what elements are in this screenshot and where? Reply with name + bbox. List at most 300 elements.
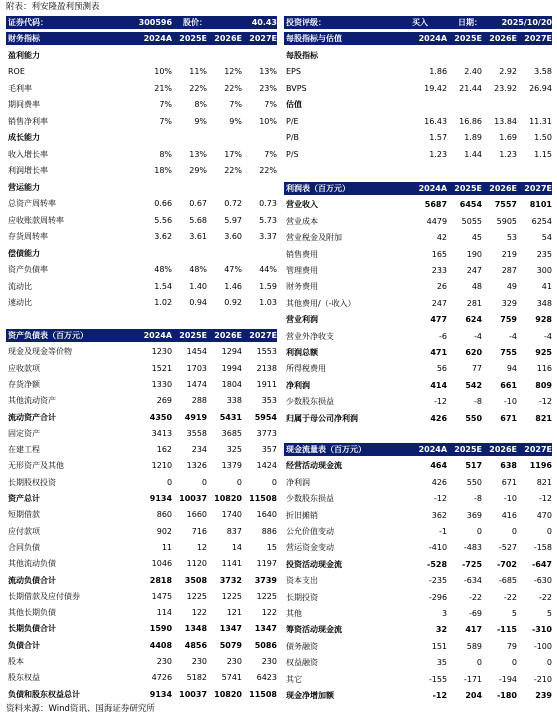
row-value: 0.66 <box>154 199 173 208</box>
table-row <box>6 508 277 521</box>
row-value: 1.46 <box>224 281 242 291</box>
row-value: 362 <box>431 510 448 520</box>
row-value: 1.59 <box>259 281 277 291</box>
row-value: 1590 <box>149 624 173 634</box>
row-label: 无形资产及其他 <box>8 461 64 471</box>
row-value: 121 <box>226 608 242 618</box>
row-label: 应付款项 <box>8 526 40 536</box>
table-row <box>284 509 552 522</box>
table-row <box>6 49 277 62</box>
row-label: 流动资产合计 <box>8 412 56 422</box>
row-value: 230 <box>156 657 173 666</box>
row-value: 325 <box>226 445 242 455</box>
row-value: 1210 <box>151 461 173 471</box>
row-value: 0 <box>476 658 483 668</box>
row-value: -310 <box>531 625 552 635</box>
row-value: 45 <box>471 233 483 243</box>
row-label: 负债和股东权益总计 <box>8 689 80 699</box>
row-value: 1294 <box>221 347 242 357</box>
row-value: 426 <box>431 477 448 487</box>
row-value: 6454 <box>459 200 483 210</box>
row-value: 1.40 <box>189 281 208 291</box>
row-label: 偿债能力 <box>8 248 40 258</box>
table-row <box>284 231 552 244</box>
row-value: 0 <box>271 477 277 487</box>
row-label: 净利润 <box>286 380 310 390</box>
row-value: 0 <box>236 477 242 487</box>
row-value: -702 <box>496 559 517 569</box>
row-value: 165 <box>431 249 448 259</box>
table-row <box>6 230 277 243</box>
row-value: 9% <box>229 116 242 126</box>
row-value: -8 <box>474 397 483 407</box>
row-value: 288 <box>191 396 208 406</box>
row-value: 233 <box>431 266 448 275</box>
row-value: -4 <box>544 331 552 341</box>
row-value: -69 <box>468 609 483 618</box>
row-value: 122 <box>261 608 277 618</box>
row-label: 流动比 <box>8 281 32 291</box>
table-row <box>284 115 552 128</box>
year-header: 2026E <box>489 34 517 43</box>
row-value: 5741 <box>221 673 242 683</box>
row-value: 204 <box>465 691 483 700</box>
row-value: 0 <box>546 527 552 536</box>
row-label: 其他流动资产 <box>8 396 56 406</box>
table-row <box>6 606 277 619</box>
row-value: 7% <box>159 116 173 126</box>
row-value: 3.37 <box>259 232 277 241</box>
row-value: 9% <box>194 116 208 126</box>
row-value: 16.86 <box>459 116 483 126</box>
row-label: 长期负债合计 <box>8 624 56 634</box>
row-value: 9134 <box>149 494 173 503</box>
row-value: 417 <box>465 625 483 635</box>
row-value: 821 <box>535 413 552 423</box>
row-label: 股东权益 <box>8 673 40 683</box>
rating-info-bar <box>284 16 552 29</box>
table-row <box>6 394 277 407</box>
table-row <box>284 623 552 636</box>
table-row <box>284 656 552 669</box>
row-value: 0 <box>201 477 208 487</box>
row-value: 235 <box>536 249 552 259</box>
table-caption: 附表：利安隆盈利预测表 <box>6 2 100 12</box>
row-value: 1804 <box>221 379 242 389</box>
row-value: 542 <box>465 380 483 390</box>
table-row <box>6 65 277 78</box>
row-value: 517 <box>465 461 483 471</box>
row-value: 550 <box>465 413 483 423</box>
row-value: 414 <box>430 380 448 390</box>
table-row <box>6 525 277 538</box>
table-row <box>284 264 552 277</box>
row-value: 1196 <box>529 461 552 471</box>
row-value: -483 <box>463 543 483 553</box>
table-row <box>6 459 277 472</box>
row-value: 47% <box>224 265 242 274</box>
row-value: 281 <box>466 298 483 308</box>
row-value: 5.73 <box>259 215 277 225</box>
row-label: 营业成本 <box>286 216 318 226</box>
table-row <box>284 459 552 472</box>
row-value: 287 <box>501 266 517 275</box>
row-label: 成长能力 <box>8 133 40 142</box>
year-header: 2027E <box>524 34 552 43</box>
table-row <box>284 362 552 375</box>
row-label: EPS <box>286 67 301 76</box>
row-label: 其他流动负债 <box>8 559 56 569</box>
price-label: 股价： <box>183 18 208 27</box>
row-label: 其它 <box>286 674 302 684</box>
row-value: 2.92 <box>499 67 517 76</box>
row-value: 3.62 <box>154 232 173 241</box>
row-value: -1 <box>439 527 448 536</box>
row-value: -647 <box>531 559 552 569</box>
row-value: 13% <box>189 149 208 159</box>
row-value: -634 <box>463 576 483 586</box>
row-label: 短期借款 <box>8 510 40 520</box>
row-label: 少数股东损益 <box>286 494 334 504</box>
row-value: 15 <box>266 542 277 552</box>
row-value: 22% <box>224 83 242 93</box>
table-row <box>6 280 277 293</box>
table-row <box>284 591 552 604</box>
row-value: 661 <box>500 380 517 390</box>
row-value: -630 <box>533 576 552 586</box>
row-value: 1326 <box>186 461 208 471</box>
row-value: 23.92 <box>494 83 517 93</box>
row-value: 230 <box>226 657 242 666</box>
table-row <box>6 164 277 177</box>
table-row <box>6 443 277 456</box>
year-header: 2024A <box>418 445 448 454</box>
row-value: 234 <box>191 445 208 455</box>
table-row <box>284 313 552 326</box>
table-row <box>6 362 277 375</box>
table-row <box>6 263 277 276</box>
row-value: 471 <box>430 348 448 357</box>
row-value: 54 <box>541 233 552 243</box>
row-value: 638 <box>500 461 517 471</box>
row-value: 3773 <box>256 428 277 438</box>
row-value: 0.73 <box>259 199 277 208</box>
row-label: 合同负债 <box>8 542 40 552</box>
row-label: 营运能力 <box>8 182 40 192</box>
row-value: -155 <box>428 674 448 684</box>
row-value: 11508 <box>249 689 277 699</box>
row-value: 22% <box>259 166 277 175</box>
row-value: 19.42 <box>424 83 448 93</box>
row-label: 长期股权投资 <box>8 477 56 487</box>
row-label: 少数股东损益 <box>286 397 334 407</box>
row-label: 总资产周转率 <box>8 199 56 208</box>
row-value: -12 <box>538 494 552 504</box>
row-value: 5.97 <box>224 215 242 225</box>
row-label: 应收款项 <box>8 363 40 373</box>
row-value: 162 <box>156 445 173 455</box>
row-label: 利润总额 <box>286 348 318 357</box>
row-value: 860 <box>156 510 173 520</box>
row-value: 219 <box>501 249 517 259</box>
row-label: 经营活动现金流 <box>286 461 342 471</box>
row-value: 5 <box>511 609 517 618</box>
row-value: 122 <box>191 608 208 618</box>
table-row <box>6 131 277 144</box>
row-label: 应收账款周转率 <box>8 215 64 225</box>
table-row <box>284 412 552 425</box>
row-value: 624 <box>465 315 483 325</box>
table-row <box>284 395 552 408</box>
row-label: 固定资产 <box>8 428 40 438</box>
row-label: 其他长期负债 <box>8 608 56 618</box>
row-value: 0.92 <box>224 298 242 307</box>
row-value: 7% <box>159 100 173 109</box>
table-row <box>284 689 552 702</box>
section-title: 现金流量表（百万元） <box>286 445 366 454</box>
row-value: 5905 <box>496 216 517 226</box>
row-value: 1225 <box>221 591 242 601</box>
table-row <box>6 655 277 668</box>
row-label: 筹资活动现金流 <box>286 625 342 635</box>
row-label: 营业外净收支 <box>286 331 334 341</box>
row-value: -296 <box>428 592 448 602</box>
row-label: 资产负债率 <box>8 265 48 274</box>
row-value: 1225 <box>186 591 208 601</box>
row-value: 0 <box>166 477 173 487</box>
row-label: P/S <box>286 149 299 159</box>
section-header <box>6 32 277 45</box>
row-value: 230 <box>261 657 277 666</box>
row-value: 6254 <box>531 216 552 226</box>
source-note: 资料来源：Wind资讯、国海证券研究所 <box>6 704 155 714</box>
row-label: 流动负债合计 <box>8 575 56 585</box>
row-value: 6423 <box>256 673 277 683</box>
row-value: 0.67 <box>189 199 208 208</box>
row-value: 11% <box>189 67 208 76</box>
row-value: 10% <box>259 116 277 126</box>
table-row <box>6 115 277 128</box>
row-label: 现金净增加额 <box>286 691 334 700</box>
row-value: 300 <box>536 266 552 275</box>
table-row <box>284 574 552 587</box>
row-value: 48% <box>189 265 208 274</box>
row-value: 190 <box>466 249 483 259</box>
row-value: 13% <box>259 67 277 76</box>
row-value: 357 <box>261 445 277 455</box>
row-value: 925 <box>535 348 552 357</box>
section-title: 财务指标 <box>8 34 40 43</box>
table-row <box>284 198 552 211</box>
table-row <box>284 330 552 343</box>
table-row <box>284 541 552 554</box>
row-label: 其他费用/（-收入） <box>286 298 356 308</box>
row-label: 管理费用 <box>286 266 318 275</box>
row-value: 902 <box>156 526 173 536</box>
row-value: 1.03 <box>259 298 277 307</box>
row-value: 12% <box>224 67 242 76</box>
row-value: 247 <box>431 298 448 308</box>
row-value: 239 <box>535 691 552 700</box>
row-value: 928 <box>535 315 552 325</box>
row-value: 8101 <box>529 200 552 210</box>
table-row <box>6 148 277 161</box>
row-label: 营业利润 <box>286 315 318 325</box>
table-row <box>6 214 277 227</box>
section-title: 每股指标与估值 <box>286 34 342 43</box>
row-value: 759 <box>500 315 517 325</box>
row-value: 329 <box>501 298 517 308</box>
row-value: 0 <box>511 527 517 536</box>
row-value: 1.44 <box>464 149 483 159</box>
row-value: 0 <box>546 658 552 668</box>
row-label: 权益融资 <box>286 658 318 668</box>
date-value: 2025/10/20 <box>501 18 552 27</box>
row-value: 5182 <box>186 673 208 683</box>
row-value: -10 <box>503 494 517 504</box>
row-value: 94 <box>506 364 517 374</box>
row-value: 22% <box>189 83 208 93</box>
table-row <box>6 492 277 505</box>
row-value: -10 <box>503 397 517 407</box>
row-value: 13.84 <box>494 116 517 126</box>
row-value: 348 <box>536 298 552 308</box>
table-row <box>6 574 277 587</box>
row-value: 9134 <box>149 689 173 699</box>
row-label: 利润增长率 <box>8 166 48 175</box>
table-row <box>6 557 277 570</box>
table-row <box>284 476 552 489</box>
row-value: 716 <box>191 526 208 536</box>
row-value: 0.94 <box>189 298 208 307</box>
row-value: 1.15 <box>534 149 552 159</box>
row-label: 所得税费用 <box>286 364 326 374</box>
row-value: 7% <box>264 149 277 159</box>
row-value: 3732 <box>219 575 242 585</box>
row-value: 151 <box>431 641 448 651</box>
row-value: 1521 <box>151 363 173 373</box>
row-value: 53 <box>506 233 517 243</box>
row-value: 7% <box>264 100 277 109</box>
row-value: -528 <box>427 559 448 569</box>
year-header: 2025E <box>454 445 483 454</box>
row-value: 0 <box>476 527 483 536</box>
year-header: 2027E <box>524 184 552 193</box>
row-value: -8 <box>474 494 483 504</box>
row-value: 1703 <box>186 363 208 373</box>
row-value: 48% <box>154 265 173 274</box>
row-value: 11 <box>161 542 173 552</box>
table-row <box>6 181 277 194</box>
row-value: 1230 <box>151 347 173 357</box>
table-row <box>6 411 277 424</box>
table-row <box>6 345 277 358</box>
row-value: 49 <box>506 282 517 292</box>
row-value: 5687 <box>424 200 448 210</box>
row-label: 毛利率 <box>8 83 32 93</box>
row-value: 837 <box>226 526 242 536</box>
row-label: 期间费率 <box>8 100 40 109</box>
row-value: 29% <box>189 166 208 175</box>
row-value: 2.40 <box>464 67 483 76</box>
row-value: 16.43 <box>424 116 448 126</box>
row-value: 4408 <box>149 640 173 650</box>
table-row <box>284 280 552 293</box>
table-row <box>284 248 552 261</box>
year-header: 2026E <box>489 184 517 193</box>
row-value: 5086 <box>254 640 277 650</box>
row-label: 营业收入 <box>286 200 318 210</box>
row-value: 116 <box>536 364 552 374</box>
table-row <box>284 98 552 111</box>
table-row <box>284 297 552 310</box>
row-label: 其他 <box>286 609 302 618</box>
row-value: 3.60 <box>224 232 242 241</box>
table-row <box>6 98 277 111</box>
row-value: 79 <box>506 641 517 651</box>
row-value: 21% <box>154 83 173 93</box>
year-header: 2026E <box>214 34 242 43</box>
row-value: 5 <box>546 609 552 618</box>
row-value: 10037 <box>179 689 208 699</box>
year-header: 2027E <box>249 331 277 340</box>
row-value: 35 <box>436 658 448 668</box>
row-label: 债务融资 <box>286 641 318 651</box>
row-value: 4350 <box>149 412 173 422</box>
table-row <box>6 247 277 260</box>
table-row <box>6 541 277 554</box>
table-row <box>284 65 552 78</box>
row-value: 18% <box>154 166 173 175</box>
year-header: 2027E <box>249 34 277 43</box>
row-label: 归属于母公司净利润 <box>286 413 358 423</box>
table-row <box>6 427 277 440</box>
row-value: 4479 <box>426 216 448 226</box>
row-value: 589 <box>466 641 483 651</box>
row-value: 11508 <box>249 494 277 503</box>
row-value: -410 <box>428 543 448 553</box>
table-row <box>6 476 277 489</box>
row-label: 长期投资 <box>286 592 318 602</box>
row-value: 3685 <box>221 428 242 438</box>
row-label: 存货净额 <box>8 379 40 389</box>
table-row <box>284 131 552 144</box>
row-value: 620 <box>465 348 483 357</box>
row-value: 369 <box>466 510 483 520</box>
row-value: -194 <box>498 674 517 684</box>
row-value: 1225 <box>256 591 277 601</box>
row-label: 现金及现金等价物 <box>8 347 72 357</box>
row-value: 269 <box>156 396 173 406</box>
row-value: 56 <box>436 364 448 374</box>
year-header: 2026E <box>489 445 517 454</box>
row-label: ROE <box>8 67 25 76</box>
section-header <box>6 329 277 342</box>
row-value: 10037 <box>179 494 208 503</box>
year-header: 2024A <box>143 331 173 340</box>
row-value: -22 <box>468 592 483 602</box>
row-value: 1330 <box>151 379 173 389</box>
row-value: -527 <box>498 543 517 553</box>
row-value: -180 <box>496 691 517 700</box>
row-value: 5055 <box>461 216 483 226</box>
table-row <box>284 215 552 228</box>
section-header <box>284 182 552 195</box>
row-value: 4919 <box>184 412 208 422</box>
row-value: -12 <box>433 397 448 407</box>
row-value: -22 <box>538 592 552 602</box>
row-value: 755 <box>500 348 517 357</box>
